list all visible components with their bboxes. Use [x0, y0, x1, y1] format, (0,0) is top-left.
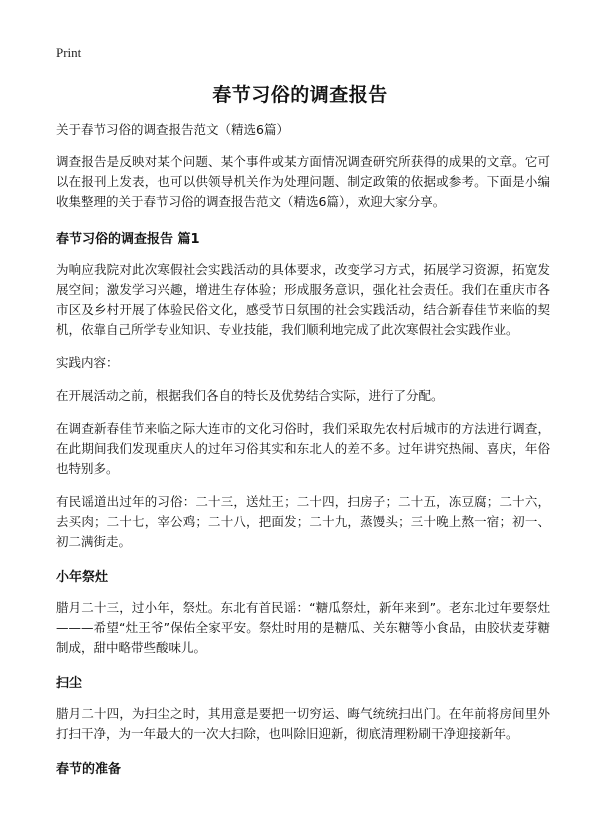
document-subtitle: 关于春节习俗的调查报告范文（精选6篇）	[56, 122, 289, 137]
document-title: 春节习俗的调查报告	[212, 84, 388, 106]
section2-paragraph-1: 腊月二十三，过小年，祭灶。东北有首民谣：“糖瓜祭灶，新年来到”。老东北过年要祭灶———希望“灶王爷”保佑全家平安。祭灶时用的是糖瓜、关东糖等小食品，由胶状麦芽糖制成，甜中略带些酸味儿。	[56, 600, 550, 655]
section1-paragraph-1: 为响应我院对此次寒假社会实践活动的具体要求，改变学习方式，拓展学习资源，拓宽发展空间；激发学习兴趣，增进生存体验；形成服务意识，强化社会责任。我们在重庆市各市区及乡村开展了体验民俗文化，感受节日氛围的社会实践活动，结合新春佳节来临的契机，依靠自己所学专业知识、专业技能，我们顺利地完成了此次寒假社会实践作业。	[56, 262, 550, 337]
section1-paragraph-4: 在调查新春佳节来临之际大连市的文化习俗时，我们采取先农村后城市的方法进行调查，在此期间我们发现重庆人的过年习俗其实和东北人的差不多。过年讲究热闹、喜庆，年俗也特别多。	[56, 421, 550, 476]
section1-paragraph-2: 实践内容：	[56, 355, 119, 370]
section3-paragraph-1: 腊月二十四，为扫尘之时，其用意是要把一切穷运、晦气统统扫出门。在年前将房间里外打扫干净，为一年最大的一次大扫除，也叫除旧迎新，彻底清理粉刷干净迎接新年。	[56, 706, 550, 741]
section-heading-2: 小年祭灶	[56, 570, 109, 585]
section-heading-1: 春节习俗的调查报告 篇1	[56, 232, 200, 247]
intro-paragraph: 调查报告是反映对某个问题、某个事件或某方面情况调查研究所获得的成果的文章。它可以在报刊上发表，也可以供领导机关作为处理问题、制定政策的依据或参考。下面是小编收集整理的关于春节习俗的调查报告范文（精选6篇），欢迎大家分享。	[56, 154, 550, 209]
section1-paragraph-5: 有民谣道出过年的习俗：二十三，送灶王；二十四，扫房子；二十五，冻豆腐；二十六，去买肉；二十七，宰公鸡；二十八，把面发；二十九，蒸馒头；三十晚上熬一宿；初一、初二满街走。	[56, 494, 550, 549]
section1-paragraph-3: 在开展活动之前，根据我们各自的特长及优势结合实际，进行了分配。	[56, 388, 444, 403]
print-link[interactable]: Print	[56, 45, 82, 60]
section-heading-3: 扫尘	[56, 676, 83, 691]
section-heading-4: 春节的准备	[56, 762, 122, 777]
document-body	[56, 120, 550, 790]
